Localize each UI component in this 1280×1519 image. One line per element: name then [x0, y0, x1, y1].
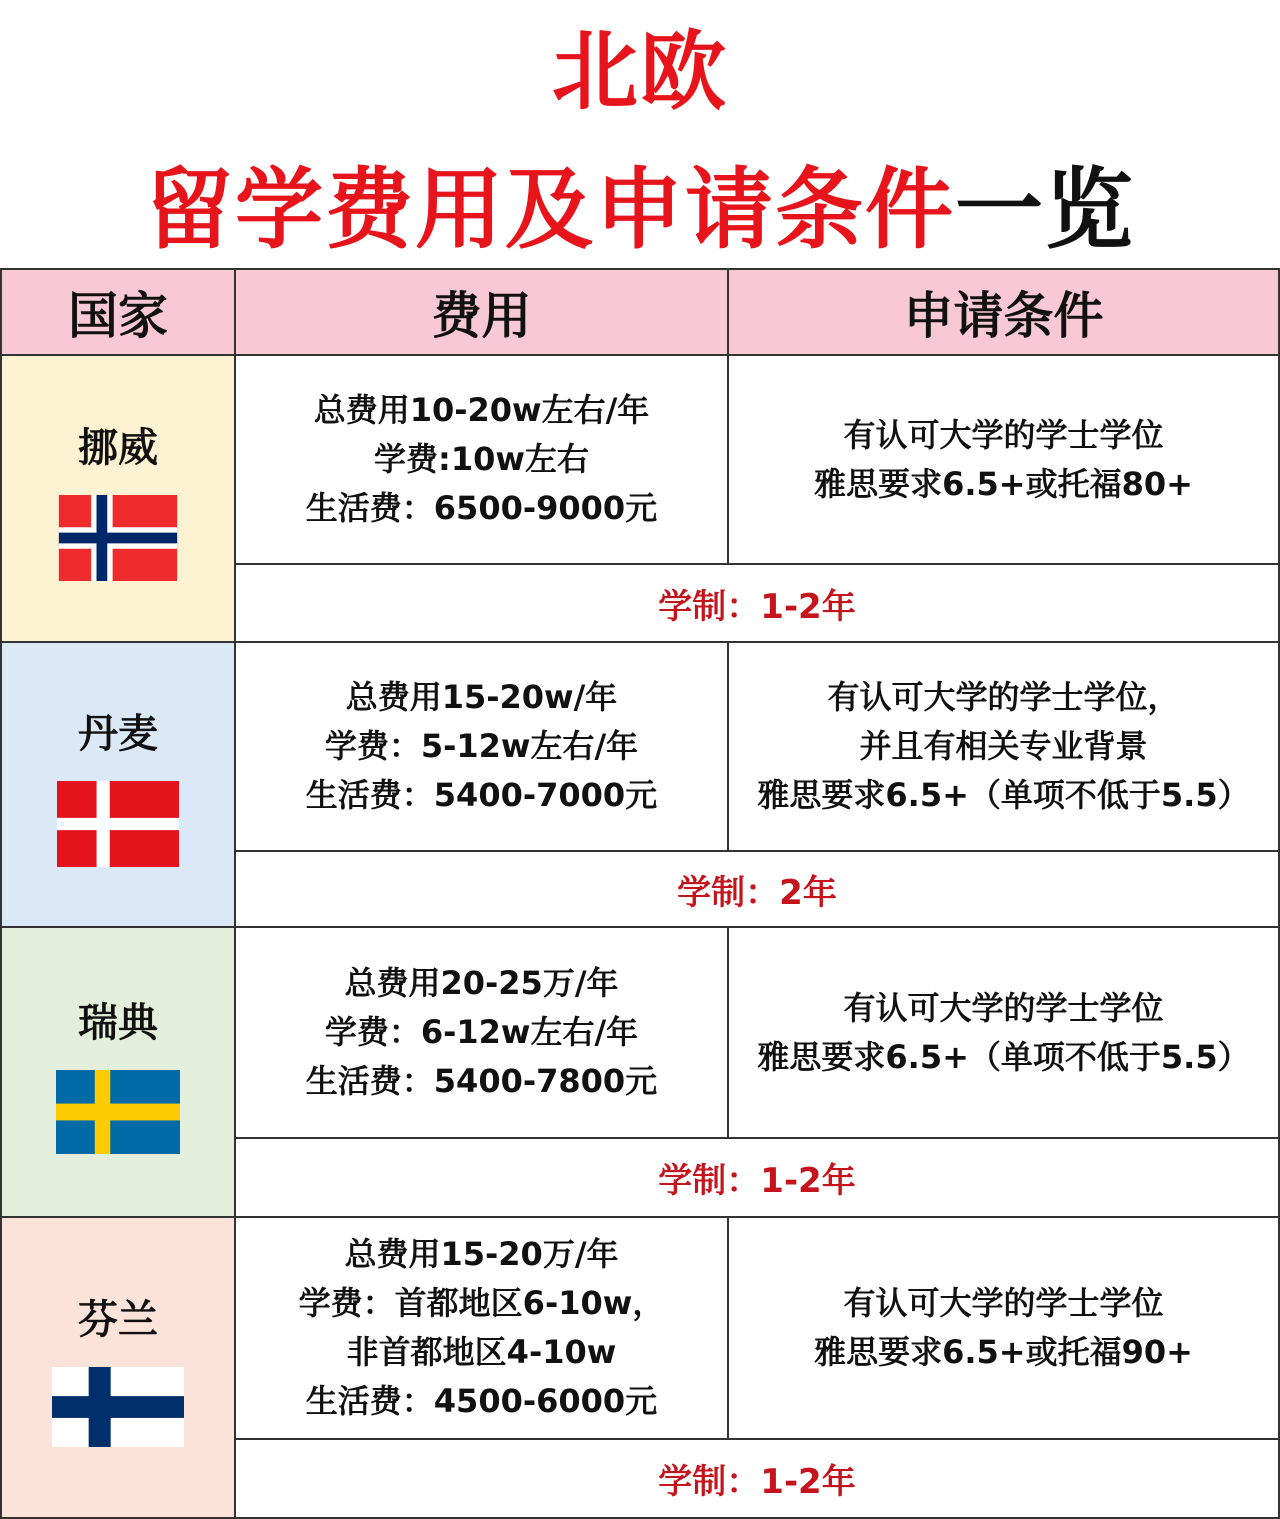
- fee-total: 总费用20-25万/年: [344, 964, 619, 1002]
- duration-cell-denmark: [236, 852, 1280, 928]
- duration-cell-norway: [236, 565, 1280, 643]
- duration-cell-sweden: [236, 1139, 1280, 1218]
- header-requirements: 申请条件: [729, 270, 1280, 356]
- duration: 学制：1-2年: [658, 586, 856, 627]
- country-name: 丹麦: [78, 711, 158, 757]
- fee-tuition: 学费：6-12w左右/年: [324, 1013, 639, 1051]
- sweden-flag-icon: [56, 1070, 180, 1154]
- fees-cell-norway: [236, 356, 729, 565]
- requirement-line: 有认可大学的学士学位: [843, 988, 1164, 1027]
- header-country: 国家: [0, 270, 236, 356]
- country-name: 瑞典: [78, 999, 158, 1046]
- fee-tuition: 学费：首都地区6-10w，: [298, 1284, 665, 1322]
- country-cell-finland: [0, 1218, 236, 1519]
- fee-tuition: 学费：5-12w左右/年: [324, 727, 639, 765]
- country-name: 芬兰: [78, 1297, 158, 1343]
- fee-tuition: 学费:10w左右: [374, 440, 589, 478]
- requirement-line: 雅思要求6.5+（单项不低于5.5）: [757, 1037, 1250, 1076]
- fee-total: 总费用10-20w左右/年: [313, 391, 650, 429]
- title-line-2: [0, 155, 1280, 265]
- requirements-cell-sweden: [729, 928, 1280, 1139]
- duration-cell-finland: [236, 1440, 1280, 1519]
- requirement-line: 雅思要求6.5+（单项不低于5.5）: [757, 776, 1250, 814]
- comparison-table: [0, 268, 1280, 1517]
- header-fees: 费用: [236, 270, 729, 356]
- requirements-cell-denmark: [729, 643, 1280, 852]
- norway-flag-icon: [58, 495, 178, 581]
- fee-living: 生活费：5400-7800元: [305, 1062, 658, 1100]
- finland-flag-icon: [52, 1367, 184, 1447]
- country-cell-denmark: [0, 643, 236, 928]
- requirement-line: 有认可大学的学士学位: [843, 415, 1164, 454]
- requirement-line: 雅思要求6.5+或托福90+: [814, 1333, 1193, 1371]
- country-name: 挪威: [78, 425, 158, 471]
- fee-total: 总费用15-20万/年: [344, 1235, 619, 1273]
- requirement-line: 雅思要求6.5+或托福80+: [814, 464, 1193, 503]
- duration: 学制：1-2年: [658, 1161, 856, 1201]
- title-line-2-red: 留学费用及申请条件: [144, 158, 955, 261]
- requirement-line: 有认可大学的学士学位: [843, 1284, 1164, 1322]
- country-cell-sweden: [0, 928, 236, 1218]
- fee-tuition-other: 非首都地区4-10w: [346, 1333, 617, 1371]
- fee-living: 生活费：4500-6000元: [305, 1382, 658, 1420]
- denmark-flag-icon: [57, 781, 179, 867]
- fees-cell-finland: [236, 1218, 729, 1440]
- requirements-cell-finland: [729, 1218, 1280, 1440]
- fees-cell-denmark: [236, 643, 729, 852]
- duration: 学制：1-2年: [658, 1462, 856, 1502]
- fee-total: 总费用15-20w/年: [345, 678, 618, 716]
- requirements-cell-norway: [729, 356, 1280, 565]
- requirement-line: 有认可大学的学士学位，: [827, 678, 1180, 716]
- fee-living: 生活费：5400-7000元: [305, 776, 658, 814]
- requirement-line: 并且有相关专业背景: [859, 727, 1148, 765]
- country-cell-norway: [0, 356, 236, 643]
- title-line-1: 北欧: [552, 22, 728, 122]
- title-line-2-dark: 一览: [955, 158, 1136, 261]
- fee-living: 生活费：6500-9000元: [305, 489, 658, 527]
- duration: 学制：2年: [677, 872, 837, 913]
- fees-cell-sweden: [236, 928, 729, 1139]
